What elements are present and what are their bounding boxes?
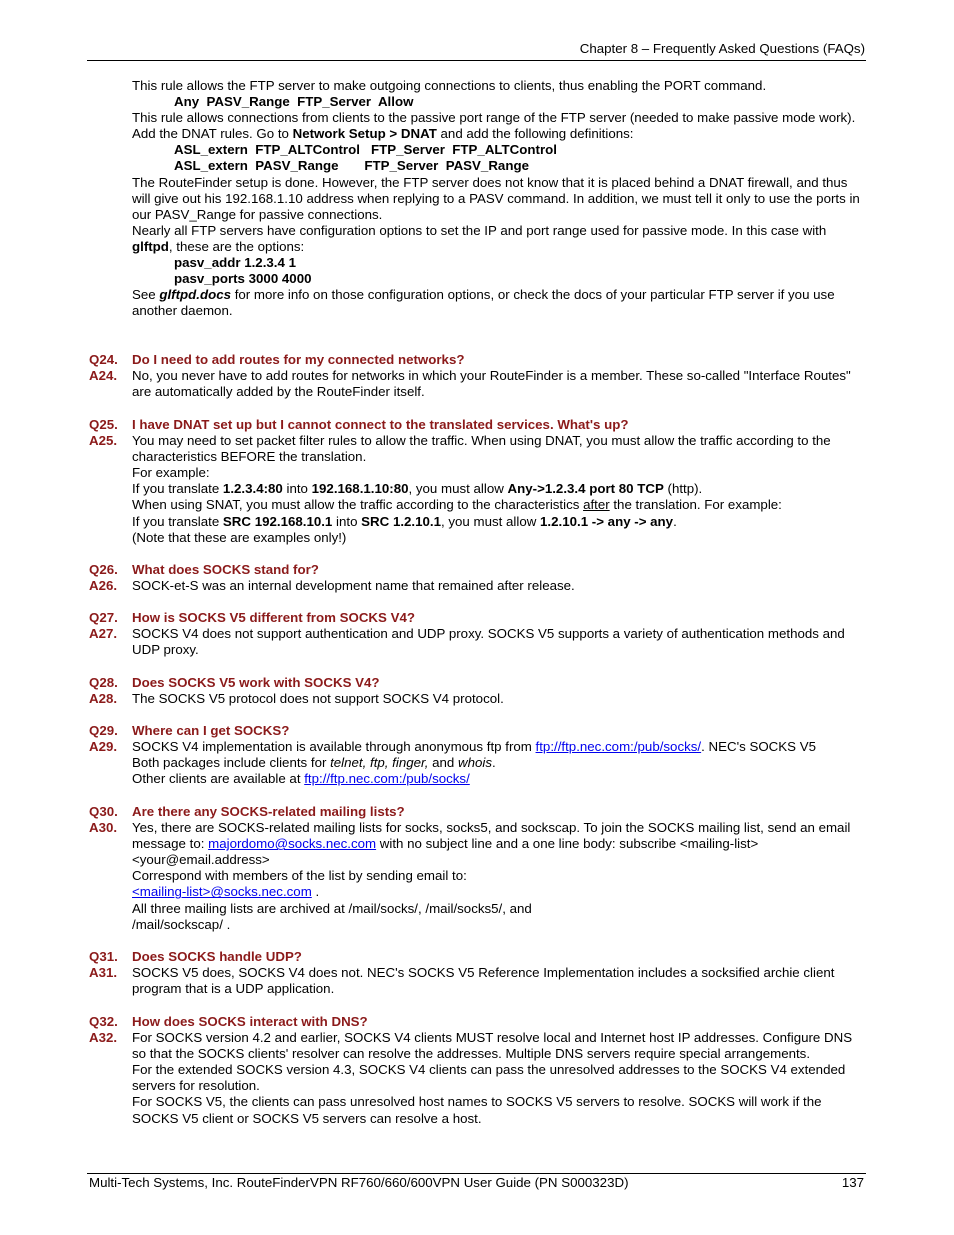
question: Q28. Does SOCKS V5 work with SOCKS V4? [89,675,380,690]
answer: A32. For SOCKS version 4.2 and earlier, SOCKS V4 clients MUST resolve local and Internet host IP addresses. Configure DNS so that the SOCKS clients' resolver can resolve the addresses. Multiple DNS servers require special arrangements. For the extended SOCKS version 4.3, SOCKS V4 clients can pass the unresolved addresses to the SOCKS V4 extended servers for resolution. For SOCKS V5, the clients can pass unresolved host names to SOCKS V5 servers to resolve. SOCKS will work if the SOCKS V5 client or SOCKS V5 servers can resolve a host. [89,1030,853,1126]
question: Q31. Does SOCKS handle UDP? [89,949,302,964]
faq-q32 [89,1014,862,1127]
socks-clients-link[interactable]: ftp://ftp.nec.com:/pub/socks/ [304,771,470,787]
faq-q25 [89,417,862,546]
faq-q24 [89,352,862,400]
intro-paragraph: Add the DNAT rules. Go to Network Setup > DNAT and add the following definitions: [132,126,634,142]
faq-q30 [89,804,862,933]
intro-paragraph: The RouteFinder setup is done. However, the FTP server does not know that it is placed behind a DNAT firewall, and thus will give out his 192.168.1.10 address when replying to a PASV command. In addition, we must tell it only to use the ports in our PASV_Range for passive connections. [132,174,860,222]
question: Q25. I have DNAT set up but I cannot connect to the translated services. What's up? [89,417,629,432]
question: Q27. How is SOCKS V5 different from SOCKS V4? [89,610,415,625]
answer: A26. SOCK-et-S was an internal development name that remained after release. [89,578,575,594]
answer: A24. No, you never have to add routes for networks in which your RouteFinder is a member. These so-called "Interface Routes" are automatically added by the RouteFinder itself. [89,368,851,400]
footer-rule [87,1173,866,1174]
question: Q29. Where can I get SOCKS? [89,723,290,738]
question: Q26. What does SOCKS stand for? [89,562,319,577]
rule-line: Any PASV_Range FTP_Server Allow [174,94,414,110]
majordomo-email-link[interactable]: majordomo@socks.nec.com [208,836,377,852]
dnat-definition: ASL_extern PASV_Range FTP_Server PASV_Range [174,158,529,174]
question: Q30. Are there any SOCKS-related mailing lists? [89,804,405,819]
chapter-header: Chapter 8 – Frequently Asked Questions (FAQs) [579,41,865,56]
config-option: pasv_addr 1.2.3.4 1 [174,255,296,271]
intro-paragraph: This rule allows the FTP server to make outgoing connections to clients, thus enabling the PORT command. [132,78,767,93]
intro-paragraph: Nearly all FTP servers have configuration options to set the IP and port range used for passive mode. In this case with glftpd, these are the options: [132,222,827,254]
footer-title: Multi-Tech Systems, Inc. RouteFinderVPN RF760/660/600VPN User Guide (PN S000323D) [89,1175,629,1190]
faq-q27 [89,610,862,658]
header-rule [87,60,866,61]
socks-ftp-link[interactable]: ftp://ftp.nec.com:/pub/socks/ [535,739,702,755]
intro-paragraph: This rule allows connections from clients to the passive port range of the FTP server (needed to make passive mode work). [132,110,856,126]
question: Q24. Do I need to add routes for my connected networks? [89,352,465,367]
dnat-definition: ASL_extern FTP_ALTControl FTP_Server FTP_ALTControl [174,142,557,158]
answer: A31. SOCKS V5 does, SOCKS V4 does not. NEC's SOCKS V5 Reference Implementation includes a socksified archie client program that is a UDP application. [89,965,835,997]
answer: A30. Yes, there are SOCKS-related mailing lists for socks, socks5, and sockscap. To join the SOCKS mailing list, send an email message to: majordomo@socks.nec.com with no subject line and a one line body: subscribe <mailing-list> <your@email.address> Correspond with members of the list by sending email to: <mailing-list>@socks.nec.com . All three mailing lists are archived at /mail/socks/, /mail/socks5/, and /mail/sockscap/ . [89,820,851,932]
answer: A29. SOCKS V4 implementation is available through anonymous ftp from ftp://ftp.nec.com:/pub/socks/. NEC's SOCKS V5 Both packages include clients for telnet, ftp, finger, and whois. Other clients are available at ftp://ftp.nec.com:/pub/socks/ [89,739,816,787]
answer: A25. You may need to set packet filter rules to allow the traffic. When using DNAT, you must allow the traffic according to the characteristics BEFORE the translation. For example: If you translate 1.2.3.4:80 into 192.168.1.10:80, you must allow Any->1.2.3.4 port 80 TCP (http). When using SNAT, you must allow the traffic according to the characteristics after the translation. For example: If you translate SRC 192.168.10.1 into SRC 1.2.10.1, you must allow 1.2.10.1 -> any -> any. (Note that these are examples only!) [89,433,831,545]
faq-q28 [89,675,862,707]
page-number: 137 [841,1175,864,1190]
answer: A28. The SOCKS V5 protocol does not support SOCKS V4 protocol. [89,691,504,707]
answer: A27. SOCKS V4 does not support authentication and UDP proxy. SOCKS V5 supports a variety of authentication methods and UDP proxy. [89,626,845,658]
intro-section [132,78,862,319]
mailing-list-email-link[interactable]: <mailing-list>@socks.nec.com [132,884,312,900]
faq-q29 [89,723,862,787]
faq-q26 [89,562,862,594]
config-option: pasv_ports 3000 4000 [174,271,312,287]
faq-q31 [89,949,862,997]
question: Q32. How does SOCKS interact with DNS? [89,1014,368,1029]
intro-paragraph: See glftpd.docs for more info on those configuration options, or check the docs of your particular FTP server if you use another daemon. [132,287,835,319]
